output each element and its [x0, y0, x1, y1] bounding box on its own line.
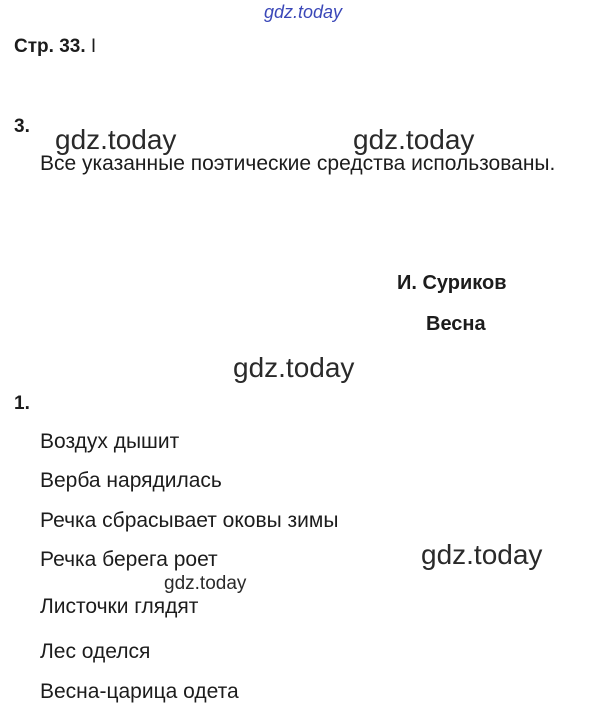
answer-line: Весна-царица одета: [40, 680, 239, 703]
answer-line: Верба нарядилась: [40, 469, 222, 492]
poem-author: И. Суриков: [397, 272, 507, 294]
task-1-number: 1.: [14, 393, 30, 414]
watermark-task1-right: gdz.today: [421, 539, 543, 570]
watermark-task3-right: gdz.today: [353, 124, 475, 155]
watermark-task1-center: gdz.today: [233, 352, 355, 383]
watermark-top: gdz.today: [264, 2, 343, 22]
answer-line: Речка берега роет: [40, 548, 218, 571]
page-reference: [14, 36, 96, 58]
page-reference-tail: I: [90, 36, 97, 57]
answer-line: Лес оделся: [40, 640, 151, 663]
page-reference-label: Стр. 33.: [14, 36, 86, 57]
task-3-number: 3.: [14, 116, 30, 137]
watermark-task1-small: gdz.today: [164, 573, 247, 594]
answer-line: Воздух дышит: [40, 430, 180, 453]
watermark-task3-left: gdz.today: [55, 124, 177, 155]
answer-line: Речка сбрасывает оковы зимы: [40, 509, 339, 532]
task-3-answer: Все указанные поэтические средства использованы.: [40, 152, 556, 175]
answer-line: Листочки глядят: [40, 595, 199, 618]
poem-title: Весна: [426, 313, 486, 335]
